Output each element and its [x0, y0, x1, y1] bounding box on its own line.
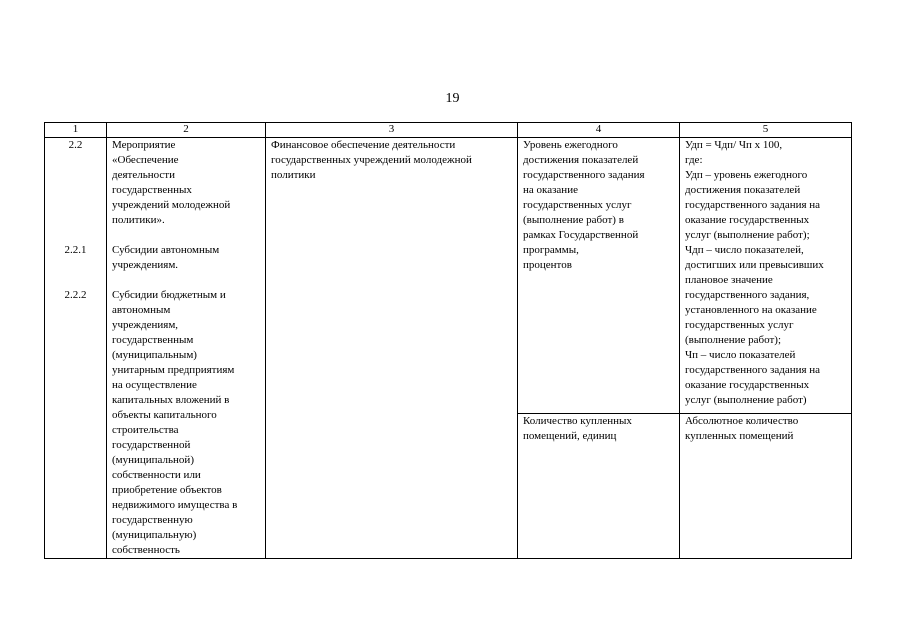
measure-description-cell [107, 138, 266, 559]
column-header-5: 5 [680, 123, 852, 138]
sub-item-text-222: Субсидии бюджетным и автономным учреждениям, государственным (муниципальным) унитарным предприятиям на осуществление капитальных вложений в объекты капитального строительства государственной (муниципальной) собственности или приобретение объектов недвижимого имущества в государственную (муниципальную) собственность [112, 289, 238, 556]
column-header-2: 2 [107, 123, 266, 138]
formula-text-1: Удп = Чдп/ Чп х 100, где: Удп – уровень ежегодного достижения показателей государственного задания на оказание государственных услуг (выполнение работ); Чдп – число показателей, достигших или превысивших плановое значение государственного задания, установленного на оказание государственных услуг (выполнение работ); Чп – число показателей государственного задания на оказание государственных услуг (выполнение работ) [685, 139, 824, 406]
sub-item-number-221: 2.2.1 [64, 244, 87, 256]
indicator-cell-1 [518, 138, 680, 414]
formula-cell-2 [680, 414, 852, 559]
column-header-4: 4 [518, 123, 680, 138]
purpose-text: Финансовое обеспечение деятельности государственных учреждений молодежной политики [271, 139, 472, 181]
indicators-table [44, 122, 852, 559]
column-header-3: 3 [266, 123, 518, 138]
table-header-row [45, 123, 852, 138]
sub-item-number-222: 2.2.2 [64, 289, 87, 301]
sub-item-text-221: Субсидии автономным учреждениям. [112, 244, 220, 271]
purpose-cell [266, 138, 518, 559]
indicator-text-1: Уровень ежегодного достижения показателей государственного задания на оказание государственных услуг (выполнение работ) в рамках Государственной программы, процентов [523, 139, 645, 271]
measure-description: Мероприятие «Обеспечение деятельности государственных учреждений молодежной политики». [112, 139, 231, 226]
indicator-cell-2 [518, 414, 680, 559]
column-header-1: 1 [45, 123, 107, 138]
item-number-cell [45, 138, 107, 559]
formula-cell-1 [680, 138, 852, 414]
table-row [45, 138, 852, 414]
page-number: 19 [445, 91, 460, 106]
indicator-text-2: Количество купленных помещений, единиц [523, 415, 632, 443]
item-number: 2.2 [68, 139, 83, 151]
formula-text-2: Абсолютное количество купленных помещений [685, 415, 799, 443]
